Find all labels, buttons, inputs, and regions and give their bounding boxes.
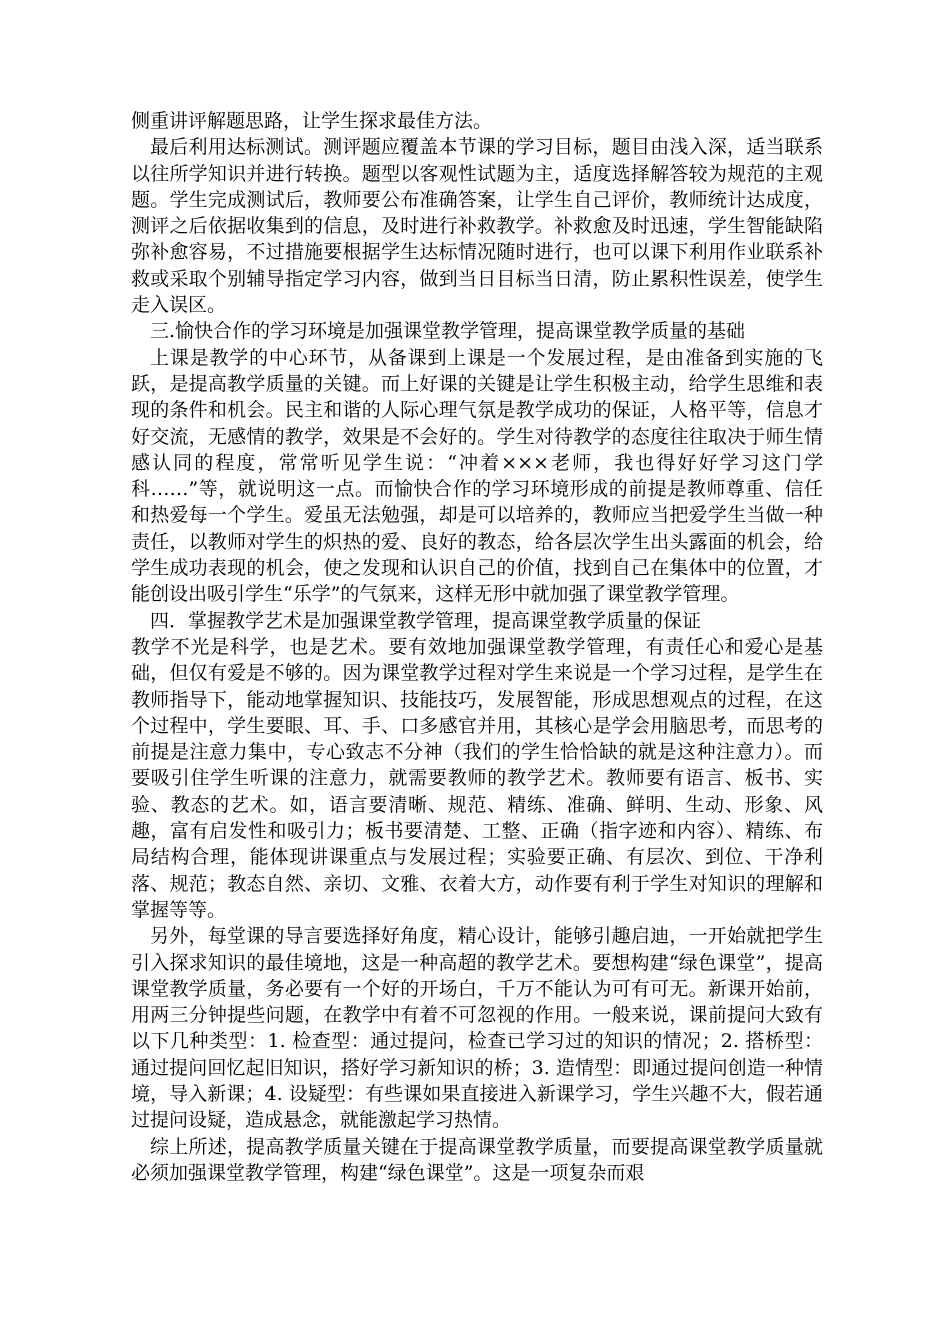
paragraph-conclusion: 综上所述，提高教学质量关键在于提高课堂教学质量，而要提高课堂教学质量就必须加强课堂教学管理，构建“绿色课堂”。这是一项复杂而艰 [131,1135,823,1184]
paragraph-final-test: 最后利用达标测试。测评题应覆盖本节课的学习目标，题目由浅入深，适当联系以往所学知识并进行转换。题型以客观性试题为主，适度选择解答较为规范的主观题。学生完成测试后，教师要公布准确答案，让学生自己评价，教师统计达成度，测评之后依据收集到的信息，及时进行补救教学。补救愈及时迅速，学生智能缺陷弥补愈容易，不过措施要根据学生达标情况随时进行，也可以课下利用作业联系补救或采取个别辅导指定学习内容，做到当日目标当日清，防止累积性误差，使学生走入误区。 [131,136,823,317]
paragraph-continuation: 侧重讲评解题思路，让学生探求最佳方法。 [131,110,493,132]
document-page [131,108,823,1186]
section-heading-3: 三.愉快合作的学习环境是加强课堂教学管理，提高课堂教学质量的基础 [150,320,746,343]
paragraph-teaching-art: 教学不光是科学，也是艺术。要有效地加强课堂教学管理，有责任心和爱心是基础，但仅有爱是不够的。因为课堂教学过程对学生来说是一个学习过程，是学生在教师指导下，能动地掌握知识、技能技巧，发展智能，形成思想观点的过程，在这个过程中，学生要眼、耳、手、口多感官并用，其核心是学会用脑思考，而思考的前提是注意力集中，专心致志不分神（我们的学生恰恰缺的就是这种注意力）。而要吸引住学生听课的注意力，就需要教师的教学艺术。教师要有语言、板书、实验、教态的艺术。如，语言要清晰、规范、精练、准确、鲜明、生动、形象、风趣，富有启发性和吸引力；板书要清楚、工整、正确（指字迹和内容）、精练、布局结构合理，能体现讲课重点与发展过程；实验要正确、有层次、到位、干净利落、规范；教态自然、亲切、文雅、衣着大方，动作要有利于学生对知识的理解和掌握等等。 [131,635,823,921]
paragraph-classroom-environment: 上课是教学的中心环节，从备课到上课是一个发展过程，是由准备到实施的飞跃，是提高教学质量的关键。而上好课的关键是让学生积极主动，给学生思维和表现的条件和机会。民主和谐的人际心理气氛是教学成功的保证，人格平等，信息才好交流，无感情的教学，效果是不会好的。学生对待教学的态度往往取决于师生情感认同的程度，常常听见学生说：“冲着×××老师，我也得好好学习这门学科……”等，就说明这一点。而愉快合作的学习环境形成的前提是教师尊重、信任和热爱每一个学生。爱虽无法勉强，却是可以培养的，教师应当把爱学生当做一种责任，以教师对学生的炽热的爱、良好的教态，给各层次学生出头露面的机会，给学生成功表现的机会，使之发现和认识自己的价值，找到自己在集体中的位置，才能创设出吸引学生“乐学”的气氛来，这样无形中就加强了课堂教学管理。 [131,346,823,606]
paragraph-introduction-design: 另外，每堂课的导言要选择好角度，精心设计，能够引趣启迪，一开始就把学生引入探求知识的最佳境地，这是一种高超的教学艺术。要想构建“绿色课堂”，提高课堂教学质量，务必要有一个好的开场白，千万不能认为可有可无。新课开始前，用两三分钟提些问题，在教学中有着不可忽视的作用。一般来说，课前提问大致有以下几种类型：1. 检查型：通过提问，检查已学习过的知识的情况；2. 搭桥型：通过提问回忆起旧知识，搭好学习新知识的桥；3. 造情型：即通过提问创造一种情境，导入新课；4. 设疑型：有些课如果直接进入新课学习，学生兴趣不大，假若通过提问设疑，造成悬念，就能激起学习热情。 [131,925,823,1132]
section-heading-4: 四．掌握教学艺术是加强课堂教学管理，提高课堂教学质量的保证 [150,609,702,632]
